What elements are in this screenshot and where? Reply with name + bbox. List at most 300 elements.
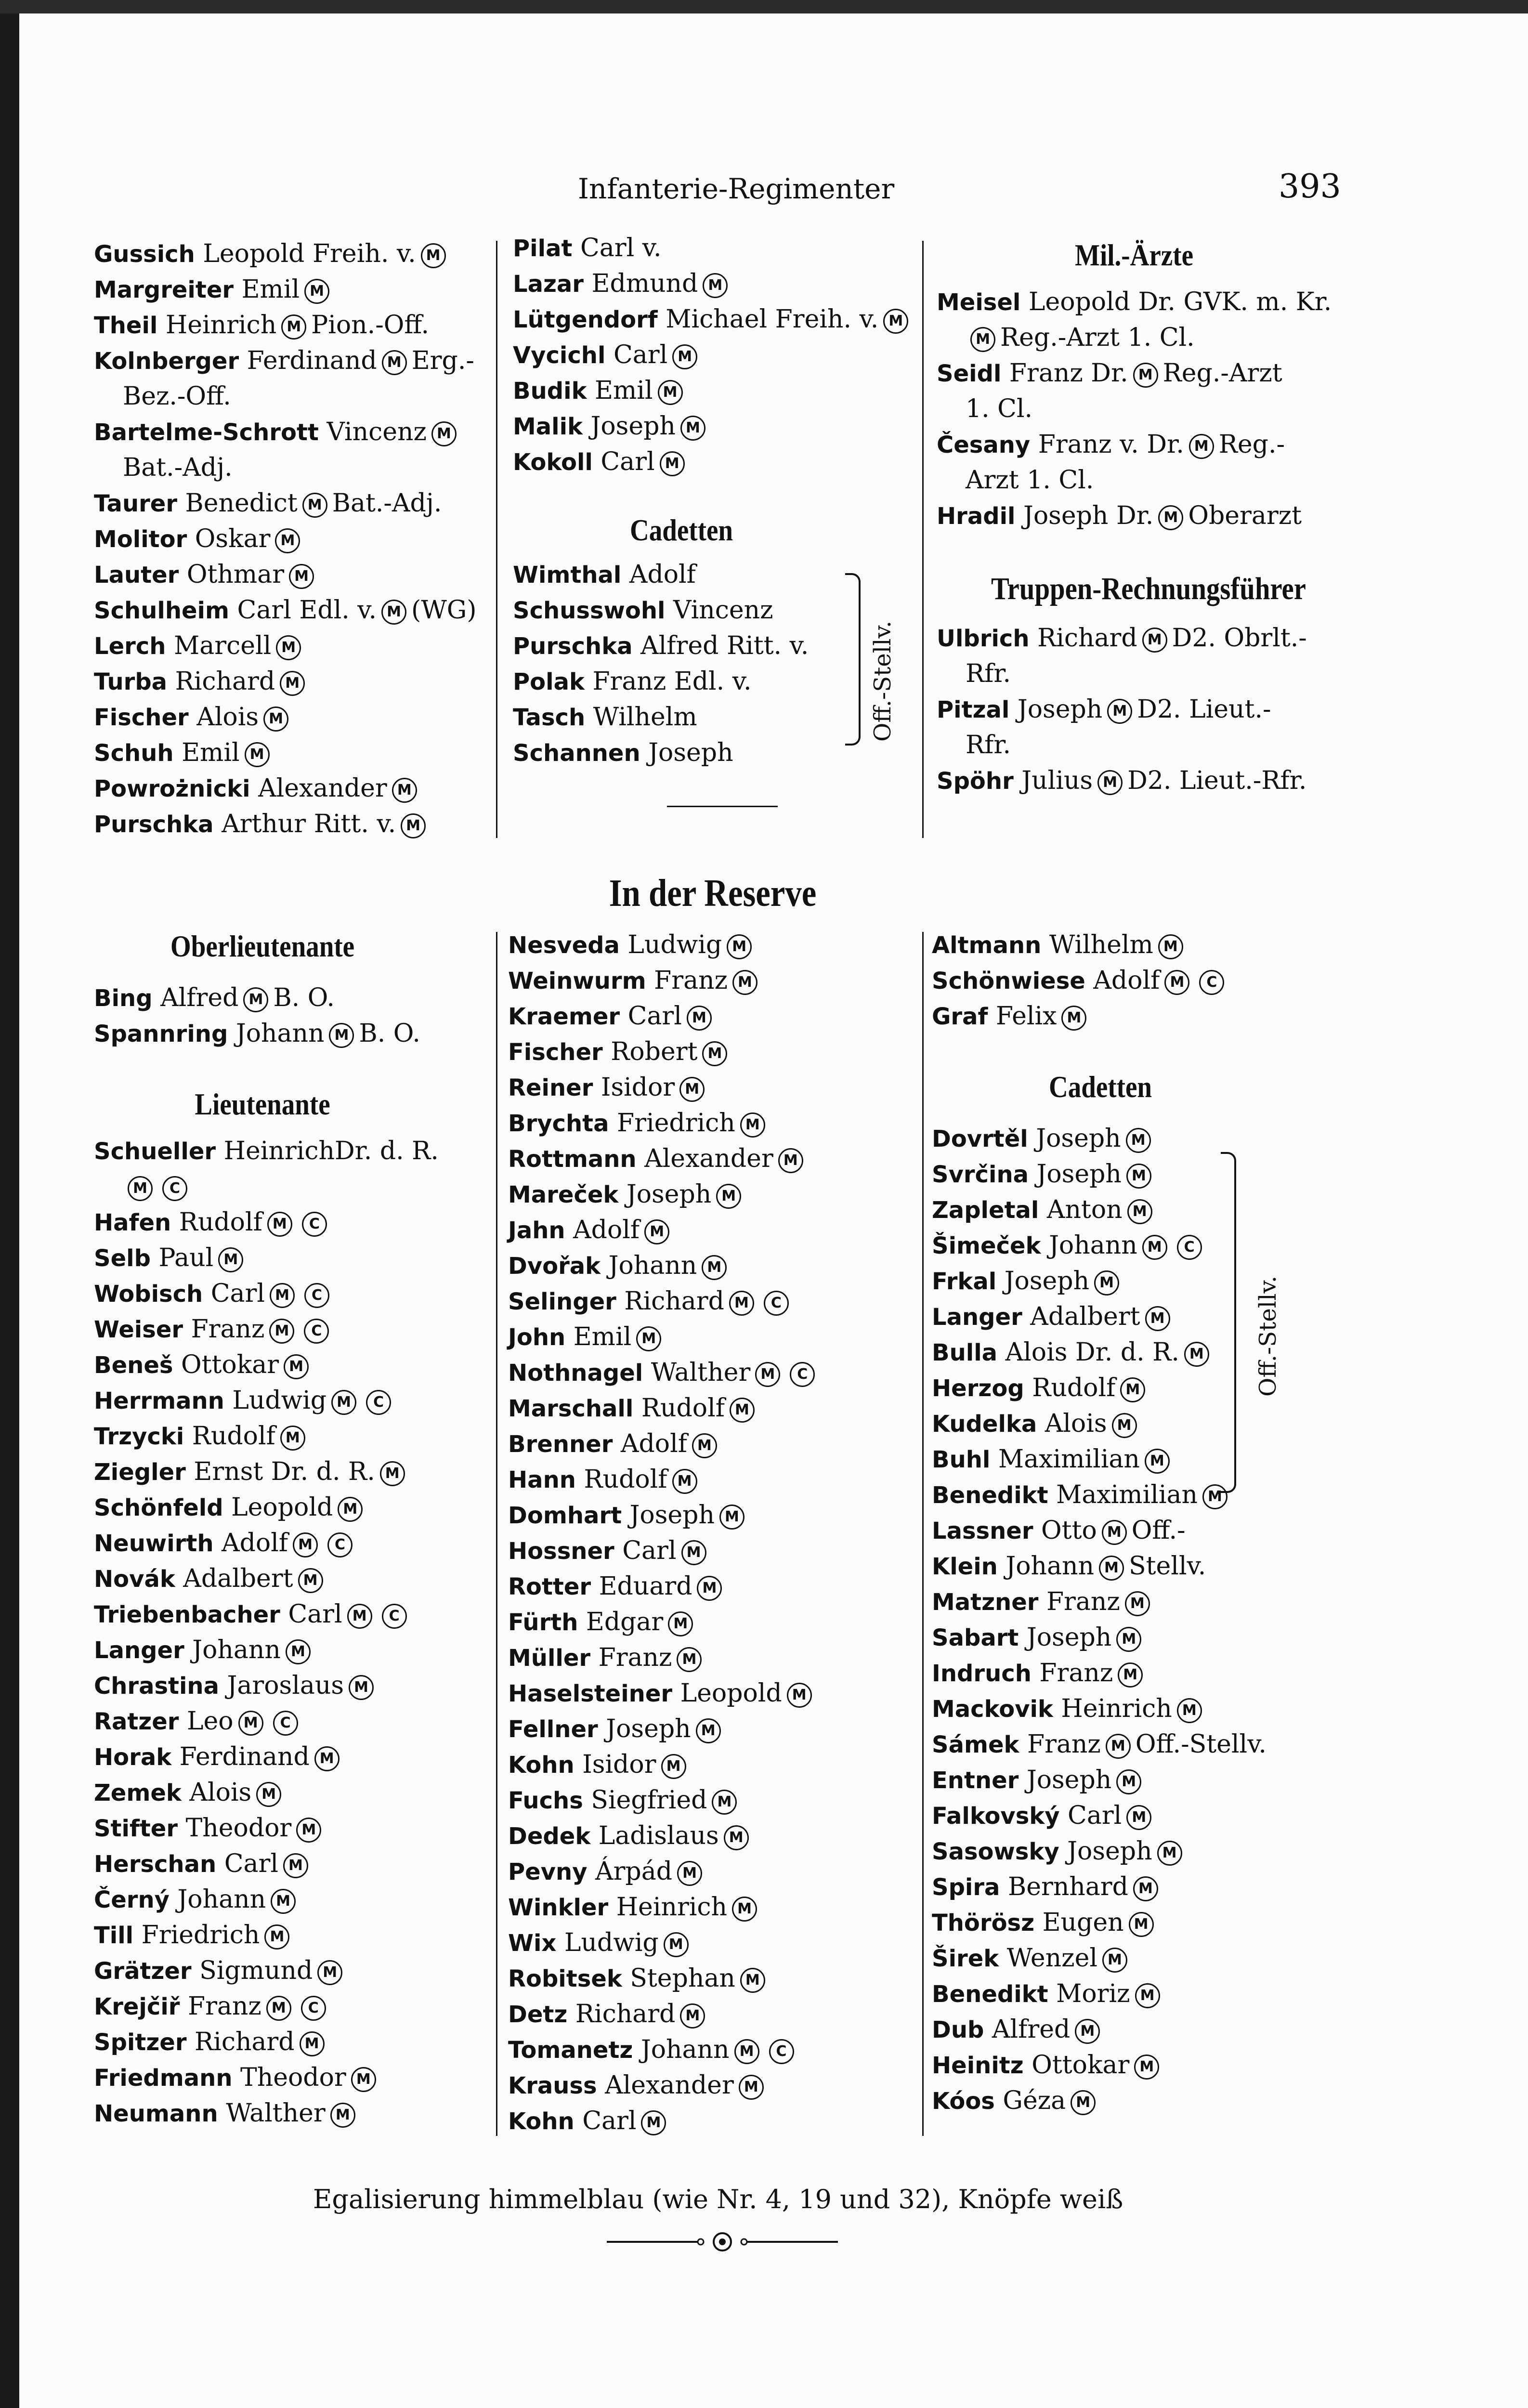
decoration-m-icon: M bbox=[740, 1968, 765, 1993]
roster-entry bbox=[94, 1276, 503, 1311]
roster-entry bbox=[937, 391, 1418, 427]
roster-entry bbox=[508, 1319, 917, 1355]
roster-entry bbox=[932, 1441, 1413, 1477]
roster-entry bbox=[932, 1299, 1413, 1335]
roster-entry bbox=[94, 1561, 503, 1597]
roster-entry bbox=[932, 1940, 1413, 1976]
column-left-bottom bbox=[94, 922, 503, 2131]
surname: Selinger bbox=[508, 1288, 616, 1315]
decoration-m-icon: M bbox=[264, 1924, 289, 1950]
given-name: Adalbert bbox=[1030, 1302, 1140, 1331]
given-name: Walther bbox=[226, 2099, 326, 2128]
decoration-m-icon: M bbox=[778, 1148, 803, 1173]
roster-entry bbox=[932, 1548, 1413, 1584]
roster-entry bbox=[94, 2095, 503, 2131]
decoration-m-icon: M bbox=[1145, 1306, 1170, 1331]
decoration-m-icon: M bbox=[1116, 1627, 1141, 1652]
rank-note: Erg.- bbox=[411, 346, 474, 375]
decoration-m-icon: M bbox=[739, 2075, 764, 2100]
decoration-m-icon: M bbox=[732, 970, 757, 995]
surname: Neumann bbox=[94, 2100, 218, 2127]
decoration-m-icon: M bbox=[1189, 434, 1214, 459]
roster-entry bbox=[932, 1905, 1413, 1940]
decoration-m-icon: M bbox=[1134, 2055, 1159, 2080]
surname: Gussich bbox=[94, 241, 195, 268]
given-name: Julius bbox=[1021, 766, 1093, 795]
given-name: Alfred bbox=[160, 983, 239, 1012]
given-name: 1. Cl. bbox=[966, 394, 1033, 423]
surname: Lauter bbox=[94, 562, 179, 589]
surname: John bbox=[508, 1324, 566, 1351]
decoration-c-icon: C bbox=[366, 1390, 391, 1415]
surname: Indruch bbox=[932, 1660, 1032, 1687]
surname: Schuh bbox=[94, 740, 174, 767]
given-name: Heinrich bbox=[616, 1893, 728, 1922]
rank-note: Off.- bbox=[1131, 1516, 1186, 1545]
decoration-m-icon: M bbox=[730, 1398, 755, 1423]
decoration-m-icon: M bbox=[280, 1426, 305, 1451]
roster-entry bbox=[932, 963, 1413, 998]
roster-entry bbox=[94, 414, 503, 450]
surname: Friedmann bbox=[94, 2065, 233, 2092]
given-name: Edgar bbox=[586, 1608, 664, 1636]
surname: Entner bbox=[932, 1767, 1019, 1794]
given-name: Maximilian bbox=[1056, 1480, 1198, 1509]
decoration-m-icon: M bbox=[256, 1782, 281, 1807]
given-name: Joseph bbox=[1067, 1837, 1152, 1866]
given-name: Carl bbox=[288, 1600, 342, 1629]
roster-entry bbox=[94, 1240, 503, 1276]
given-name: Ferdinand bbox=[247, 346, 377, 375]
roster-entry bbox=[513, 408, 917, 444]
decoration-m-icon: M bbox=[1127, 1199, 1152, 1224]
roster-entry bbox=[508, 1212, 917, 1248]
surname: Robitsek bbox=[508, 1965, 622, 1992]
given-name: Alois bbox=[189, 1778, 252, 1807]
column-divider bbox=[922, 932, 924, 2136]
surname: Nothnagel bbox=[508, 1360, 643, 1387]
surname: Nesveda bbox=[508, 932, 620, 959]
roster-entry bbox=[932, 1477, 1413, 1513]
decoration-m-icon: M bbox=[275, 528, 300, 553]
roster-entry bbox=[508, 1961, 917, 1996]
decoration-m-icon: M bbox=[1102, 1948, 1127, 1973]
roster-entry bbox=[937, 355, 1418, 391]
decoration-m-icon: M bbox=[1126, 1128, 1151, 1153]
decoration-c-icon: C bbox=[162, 1176, 187, 1201]
decoration-m-icon: M bbox=[1094, 1270, 1119, 1296]
given-name: Adalbert bbox=[183, 1564, 293, 1593]
surname: Marschall bbox=[508, 1395, 634, 1422]
surname: Falkovský bbox=[932, 1803, 1060, 1830]
roster-entry bbox=[932, 1976, 1413, 2012]
given-name: Adolf bbox=[629, 560, 696, 589]
decoration-m-icon: M bbox=[970, 327, 995, 352]
roster-entry bbox=[508, 1355, 917, 1390]
given-name: Johann bbox=[640, 2035, 730, 2064]
decoration-m-icon: M bbox=[1142, 628, 1167, 653]
roster-entry bbox=[508, 998, 917, 1034]
given-name: Isidor bbox=[601, 1073, 675, 1102]
surname: Polak bbox=[513, 668, 585, 695]
surname: Buhl bbox=[932, 1446, 991, 1473]
surname: Purschka bbox=[94, 811, 214, 838]
given-name: Johann bbox=[177, 1885, 266, 1914]
roster-entry bbox=[508, 1889, 917, 1925]
surname: Kokoll bbox=[513, 449, 593, 476]
surname: Kraemer bbox=[508, 1003, 620, 1030]
surname: Zapletal bbox=[932, 1197, 1039, 1224]
roster-entry bbox=[508, 1675, 917, 1711]
roster-entry bbox=[508, 1996, 917, 2032]
decoration-m-icon: M bbox=[1126, 1164, 1151, 1189]
roster-entry bbox=[94, 1703, 503, 1739]
surname: Müller bbox=[508, 1645, 591, 1672]
decoration-m-icon: M bbox=[702, 1041, 727, 1066]
roster-entry bbox=[508, 1283, 917, 1319]
given-name: Richard bbox=[195, 2028, 295, 2056]
decoration-m-icon: M bbox=[1097, 770, 1123, 795]
given-name: Johann bbox=[608, 1251, 697, 1280]
surname: Seidl bbox=[937, 360, 1002, 387]
surname: Hradil bbox=[937, 503, 1016, 530]
surname: Powrożnicki bbox=[94, 775, 250, 802]
surname: Fürth bbox=[508, 1609, 578, 1636]
decoration-m-icon: M bbox=[636, 1326, 661, 1351]
roster-entry bbox=[937, 692, 1418, 727]
roster-entry bbox=[94, 1311, 503, 1347]
given-name: Isidor bbox=[582, 1750, 656, 1779]
decoration-m-icon: M bbox=[421, 243, 446, 268]
surname: Kóos bbox=[932, 2088, 995, 2115]
roster-entry bbox=[932, 1584, 1413, 1620]
surname: Sabart bbox=[932, 1624, 1019, 1651]
decoration-c-icon: C bbox=[1177, 1235, 1202, 1260]
roster-entry bbox=[937, 620, 1418, 656]
rank-note: B. O. bbox=[359, 1019, 420, 1048]
decoration-m-icon: M bbox=[672, 1469, 697, 1494]
decoration-m-icon: M bbox=[1126, 1805, 1151, 1830]
given-name: Ottokar bbox=[1032, 2051, 1130, 2080]
scan-edge-top bbox=[0, 0, 1528, 13]
roster-entry bbox=[932, 1798, 1413, 1833]
roster-entry bbox=[94, 771, 503, 806]
decoration-m-icon: M bbox=[1099, 1556, 1124, 1581]
surname: Budik bbox=[513, 378, 587, 405]
surname: Spannring bbox=[94, 1021, 228, 1047]
roster-entry bbox=[508, 1426, 917, 1462]
page-number: 393 bbox=[1279, 168, 1341, 206]
surname: Turba bbox=[94, 668, 168, 695]
given-name: Michael Freih. v. bbox=[666, 305, 879, 334]
given-name: Joseph bbox=[626, 1180, 712, 1209]
surname: Wimthal bbox=[513, 562, 622, 589]
roster-entry bbox=[508, 927, 917, 963]
surname: Hafen bbox=[94, 1209, 171, 1236]
roster-entry bbox=[94, 1490, 503, 1525]
decoration-m-icon: M bbox=[1118, 1662, 1143, 1688]
decoration-m-icon: M bbox=[680, 416, 705, 441]
given-name: Heinrich bbox=[1061, 1694, 1172, 1723]
decoration-c-icon: C bbox=[302, 1212, 327, 1237]
cadetten-brace-label: Off.-Stellv. bbox=[869, 620, 896, 742]
given-name: Carl bbox=[627, 1002, 682, 1031]
decoration-m-icon: M bbox=[697, 1576, 722, 1601]
lieutenante-heading: Lieutenante bbox=[195, 1087, 330, 1121]
decoration-m-icon: M bbox=[286, 1639, 311, 1664]
given-name: Franz bbox=[654, 966, 728, 995]
surname: Ziegler bbox=[94, 1459, 186, 1486]
roster-entry bbox=[94, 307, 503, 343]
given-name: Joseph bbox=[1026, 1766, 1112, 1794]
given-name: Robert bbox=[611, 1037, 698, 1066]
decoration-m-icon: M bbox=[1133, 1876, 1158, 1901]
decoration-m-icon: M bbox=[300, 2031, 325, 2056]
roster-entry bbox=[932, 1833, 1413, 1869]
decoration-m-icon: M bbox=[1158, 934, 1183, 959]
roster-entry bbox=[94, 1383, 503, 1418]
decoration-c-icon: C bbox=[301, 1996, 326, 2021]
decoration-m-icon: M bbox=[668, 1611, 693, 1636]
given-name: Johann bbox=[192, 1636, 281, 1664]
decoration-m-icon: M bbox=[702, 1255, 727, 1280]
given-name: Johann bbox=[235, 1019, 325, 1048]
decoration-m-icon: M bbox=[658, 380, 683, 405]
reserve-heading: In der Reserve bbox=[609, 872, 817, 915]
decoration-m-icon: M bbox=[677, 1861, 702, 1886]
roster-entry bbox=[94, 1204, 503, 1240]
given-name: Joseph bbox=[1036, 1124, 1121, 1153]
given-name: Wenzel bbox=[1006, 1944, 1097, 1973]
section-rule bbox=[667, 806, 778, 807]
roster-entry bbox=[508, 1818, 917, 1854]
surname: Pevny bbox=[508, 1858, 588, 1885]
running-header: Infanterie-Regimenter bbox=[578, 172, 895, 205]
decoration-m-icon: M bbox=[703, 273, 728, 298]
given-name: Bez.-Off. bbox=[123, 382, 231, 411]
surname: Langer bbox=[94, 1637, 184, 1664]
surname: Dvořak bbox=[508, 1253, 601, 1280]
roster-entry bbox=[94, 1169, 503, 1204]
roster-entry bbox=[508, 2032, 917, 2068]
surname: Fellner bbox=[508, 1716, 598, 1743]
given-name: Emil bbox=[595, 376, 653, 405]
surname: Fuchs bbox=[508, 1787, 583, 1814]
roster-entry bbox=[937, 462, 1418, 498]
surname: Theil bbox=[94, 312, 158, 339]
cadetten-heading: Cadetten bbox=[629, 513, 733, 547]
surname: Purschka bbox=[513, 633, 633, 660]
decoration-m-icon: M bbox=[719, 1505, 744, 1530]
roster-entry bbox=[508, 1034, 917, 1070]
roster-entry bbox=[94, 1418, 503, 1454]
given-name: Friedrich bbox=[617, 1109, 735, 1138]
roster-entry bbox=[508, 1462, 917, 1497]
rank-note: D2. Lieut.- bbox=[1137, 695, 1271, 724]
given-name: Arthur Ritt. v. bbox=[222, 810, 396, 838]
surname: Česany bbox=[937, 432, 1031, 458]
surname: Lassner bbox=[932, 1518, 1033, 1544]
surname: Selb bbox=[94, 1245, 151, 1272]
decoration-m-icon: M bbox=[128, 1176, 153, 1201]
roster-entry bbox=[94, 1953, 503, 1989]
rank-note: Bat.-Adj. bbox=[332, 489, 442, 518]
surname: Heinitz bbox=[932, 2052, 1024, 2079]
given-name: Rudolf bbox=[192, 1422, 275, 1451]
surname: Weiser bbox=[94, 1316, 183, 1343]
roster-entry bbox=[932, 1121, 1413, 1156]
given-name: Carl v. bbox=[580, 234, 662, 262]
surname: Schönfeld bbox=[94, 1494, 223, 1521]
roster-entry bbox=[94, 592, 503, 628]
given-name: Ladislaus bbox=[598, 1821, 719, 1850]
decoration-m-icon: M bbox=[716, 1184, 741, 1209]
given-name: Leo bbox=[187, 1707, 234, 1736]
given-name: Adolf bbox=[222, 1529, 288, 1557]
given-name: Alois bbox=[1045, 1409, 1107, 1438]
roster-entry bbox=[94, 735, 503, 771]
surname: Mackovik bbox=[932, 1696, 1053, 1723]
decoration-m-icon: M bbox=[1184, 1342, 1209, 1367]
given-name: Sigmund bbox=[199, 1956, 313, 1985]
rank-note: Reg.-Arzt bbox=[1162, 359, 1282, 388]
surname: Matzner bbox=[932, 1589, 1039, 1616]
decoration-m-icon: M bbox=[1075, 2019, 1100, 2044]
roster-entry bbox=[94, 1989, 503, 2024]
surname: Stifter bbox=[94, 1815, 178, 1842]
given-name: Siegfried bbox=[591, 1786, 707, 1815]
surname: Jahn bbox=[508, 1217, 565, 1244]
surname: Rotter bbox=[508, 1573, 591, 1600]
roster-entry bbox=[508, 1925, 917, 1961]
surname: Altmann bbox=[932, 932, 1042, 959]
given-name: Richard bbox=[175, 667, 275, 696]
decoration-m-icon: M bbox=[732, 1897, 757, 1922]
given-name: Carl bbox=[1068, 1801, 1122, 1830]
surname: Rottmann bbox=[508, 1146, 637, 1173]
decoration-m-icon: M bbox=[329, 1023, 354, 1048]
given-name: Carl bbox=[601, 447, 655, 476]
roster-entry bbox=[508, 1141, 917, 1177]
roster-entry bbox=[94, 1525, 503, 1561]
surname: Schusswohl bbox=[513, 597, 666, 624]
decoration-m-icon: M bbox=[1158, 505, 1183, 530]
decoration-m-icon: M bbox=[298, 1568, 323, 1593]
given-name: Franz bbox=[1027, 1730, 1101, 1759]
decoration-m-icon: M bbox=[696, 1718, 721, 1743]
given-name: Ferdinand bbox=[179, 1742, 310, 1771]
given-name: Emil bbox=[182, 738, 240, 767]
decoration-m-icon: M bbox=[218, 1247, 243, 1272]
rank-note: B. O. bbox=[273, 983, 335, 1012]
roster-entry bbox=[932, 1655, 1413, 1691]
decoration-m-icon: M bbox=[677, 1647, 702, 1672]
given-name: Carl Edl. v. bbox=[237, 596, 377, 625]
decoration-m-icon: M bbox=[1071, 2090, 1096, 2115]
roster-entry bbox=[508, 1105, 917, 1141]
given-name: Emil bbox=[573, 1322, 632, 1351]
surname: Schönwiese bbox=[932, 968, 1085, 995]
given-name: Theodor bbox=[185, 1814, 292, 1843]
rank-note: Stellv. bbox=[1128, 1552, 1206, 1581]
decoration-m-icon: M bbox=[661, 1754, 686, 1779]
roster-entry bbox=[508, 1177, 917, 1212]
surname: Lerch bbox=[94, 633, 166, 660]
decoration-m-icon: M bbox=[267, 1212, 292, 1237]
decoration-m-icon: M bbox=[1145, 1449, 1170, 1474]
given-name: Joseph bbox=[1017, 695, 1103, 724]
decoration-m-icon: M bbox=[1106, 1734, 1131, 1759]
roster-entry bbox=[508, 1248, 917, 1283]
given-name: Heinrich bbox=[165, 311, 277, 340]
surname: Ulbrich bbox=[937, 625, 1030, 652]
roster-entry bbox=[932, 2012, 1413, 2047]
decoration-m-icon: M bbox=[276, 635, 301, 660]
surname: Pilat bbox=[513, 235, 573, 262]
roster-entry bbox=[508, 1604, 917, 1640]
given-name: Benedict bbox=[185, 489, 298, 518]
decoration-m-icon: M bbox=[740, 1112, 765, 1138]
roster-entry bbox=[932, 1263, 1413, 1299]
surname: Wix bbox=[508, 1930, 557, 1957]
given-name: Carl bbox=[613, 340, 668, 369]
given-name: Rudolf bbox=[179, 1208, 262, 1237]
decoration-m-icon: M bbox=[1112, 1413, 1137, 1438]
roster-entry bbox=[94, 1454, 503, 1490]
roster-entry bbox=[932, 1727, 1413, 1762]
decoration-m-icon: M bbox=[302, 493, 327, 518]
given-name: Edmund bbox=[591, 269, 698, 298]
given-name: Richard bbox=[575, 2000, 676, 2028]
rank-note: Off.-Stellv. bbox=[1135, 1730, 1267, 1759]
cadetten-right-brace-label: Off.-Stellv. bbox=[1254, 1275, 1281, 1397]
decoration-m-icon: M bbox=[712, 1790, 737, 1815]
decoration-m-icon: M bbox=[338, 1497, 363, 1522]
roster-entry bbox=[508, 2068, 917, 2103]
cadetten-heading-right: Cadetten bbox=[1048, 1070, 1152, 1104]
given-name: Leopold bbox=[231, 1493, 333, 1522]
roster-entry bbox=[513, 444, 917, 480]
roster-entry bbox=[932, 927, 1413, 963]
decoration-m-icon: M bbox=[755, 1362, 780, 1387]
cadetten-brace bbox=[845, 573, 861, 746]
decoration-c-icon: C bbox=[764, 1291, 789, 1316]
surname: Lazar bbox=[513, 271, 584, 298]
decoration-m-icon: M bbox=[1135, 1983, 1160, 2008]
surname: Kolnberger bbox=[94, 348, 239, 375]
roster-entry bbox=[94, 1016, 503, 1051]
roster-entry bbox=[94, 272, 503, 307]
given-name: Ludwig bbox=[232, 1386, 327, 1415]
given-name: Franz bbox=[1039, 1659, 1113, 1688]
given-name: Othmar bbox=[186, 560, 285, 589]
decoration-c-icon: C bbox=[304, 1283, 329, 1308]
given-name: Alexander bbox=[605, 2071, 734, 2100]
given-name: Leopold Dr. GVK. m. Kr. bbox=[1028, 288, 1332, 316]
surname: Schueller bbox=[94, 1138, 216, 1165]
decoration-m-icon: M bbox=[382, 350, 407, 375]
given-name: Carl bbox=[622, 1536, 677, 1565]
given-name: Richard bbox=[624, 1287, 724, 1316]
decoration-m-icon: M bbox=[692, 1433, 717, 1458]
given-name: Emil bbox=[241, 275, 300, 304]
roster-entry bbox=[94, 379, 503, 414]
surname: Bartelme-Schrott bbox=[94, 419, 319, 446]
roster-entry bbox=[94, 1810, 503, 1846]
decoration-m-icon: M bbox=[245, 742, 270, 767]
roster-entry bbox=[94, 521, 503, 557]
decoration-m-icon: M bbox=[1116, 1769, 1141, 1794]
